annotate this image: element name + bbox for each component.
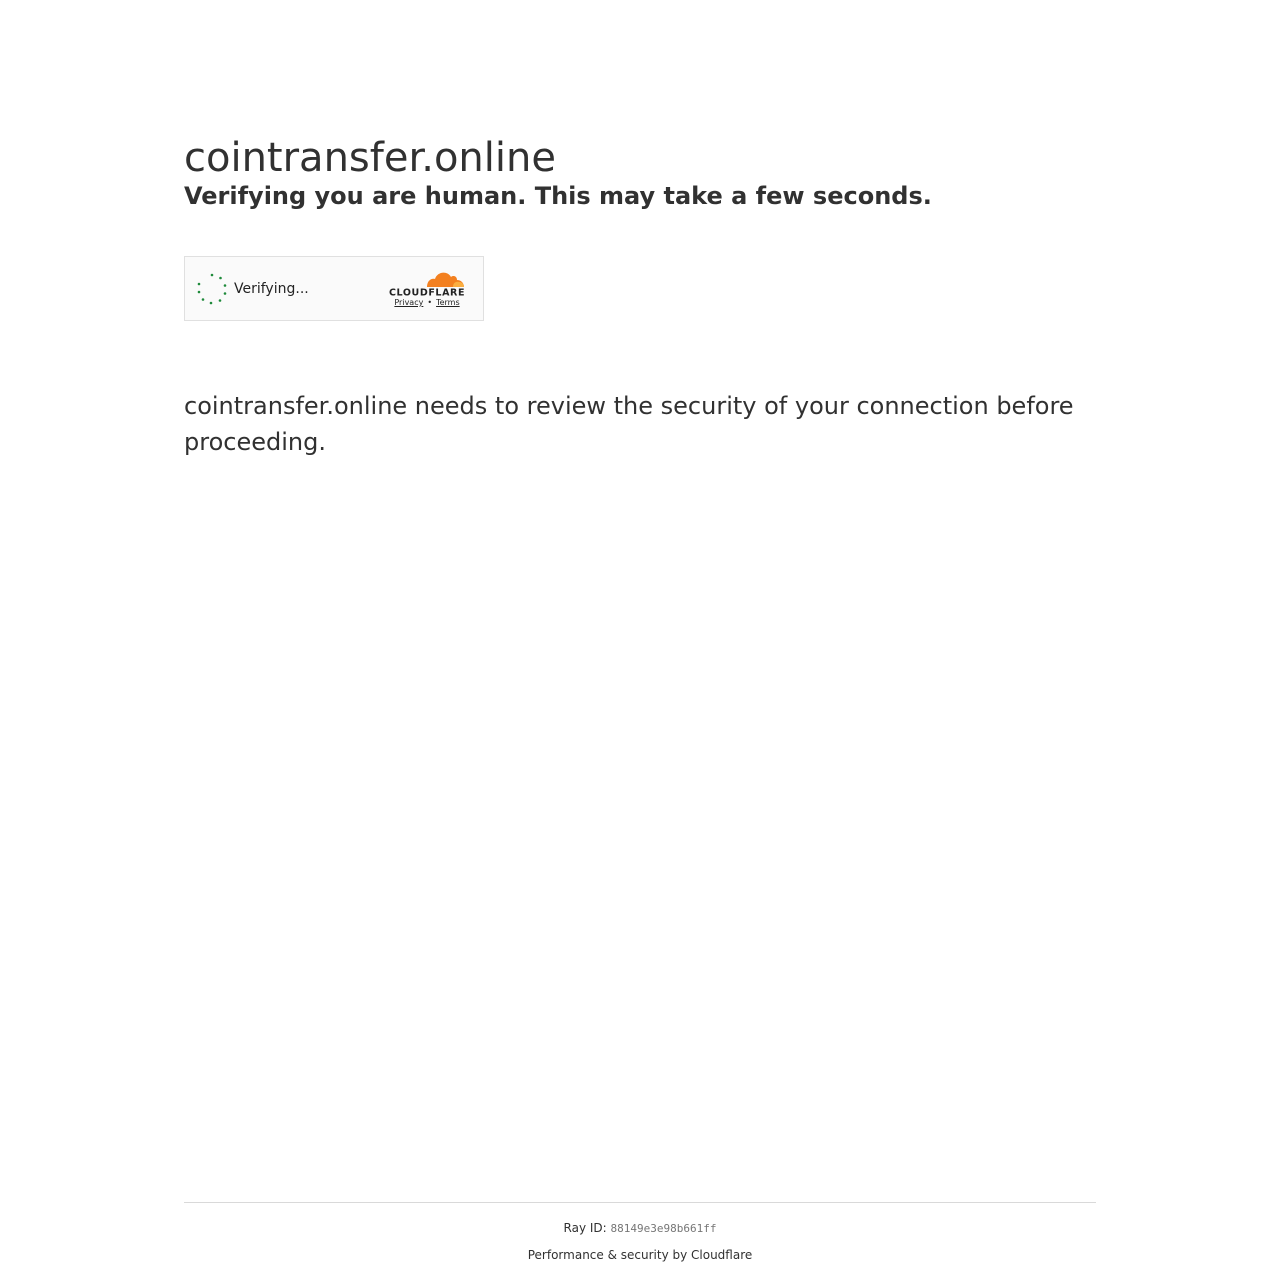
- cloudflare-wordmark: CLOUDFLARE: [388, 287, 466, 297]
- cloudflare-brand: [387, 267, 467, 311]
- verifying-status: Verifying...: [234, 281, 309, 297]
- footer: [184, 1202, 1096, 1264]
- ray-id-row: [184, 1219, 1096, 1238]
- ray-id-value: 88149e3e98b661ff: [610, 1222, 717, 1235]
- security-review-message: cointransfer.online needs to review the security of your connection before proceeding.: [184, 392, 1074, 456]
- page-subtitle: Verifying you are human. This may take a few seconds.: [184, 182, 932, 210]
- ray-id-label: Ray ID:: [563, 1221, 607, 1235]
- privacy-link[interactable]: Privacy: [394, 298, 424, 307]
- terms-link[interactable]: Terms: [436, 298, 460, 307]
- page-title: cointransfer.online: [184, 135, 556, 181]
- widget-links: [387, 297, 467, 309]
- performance-credit: Performance & security by Cloudflare: [527, 1248, 753, 1262]
- verification-widget[interactable]: [184, 256, 484, 321]
- loading-spinner-icon: [196, 273, 228, 305]
- cloudflare-logo-icon: [387, 267, 467, 297]
- main-content: [184, 132, 1096, 456]
- link-separator: •: [427, 298, 433, 307]
